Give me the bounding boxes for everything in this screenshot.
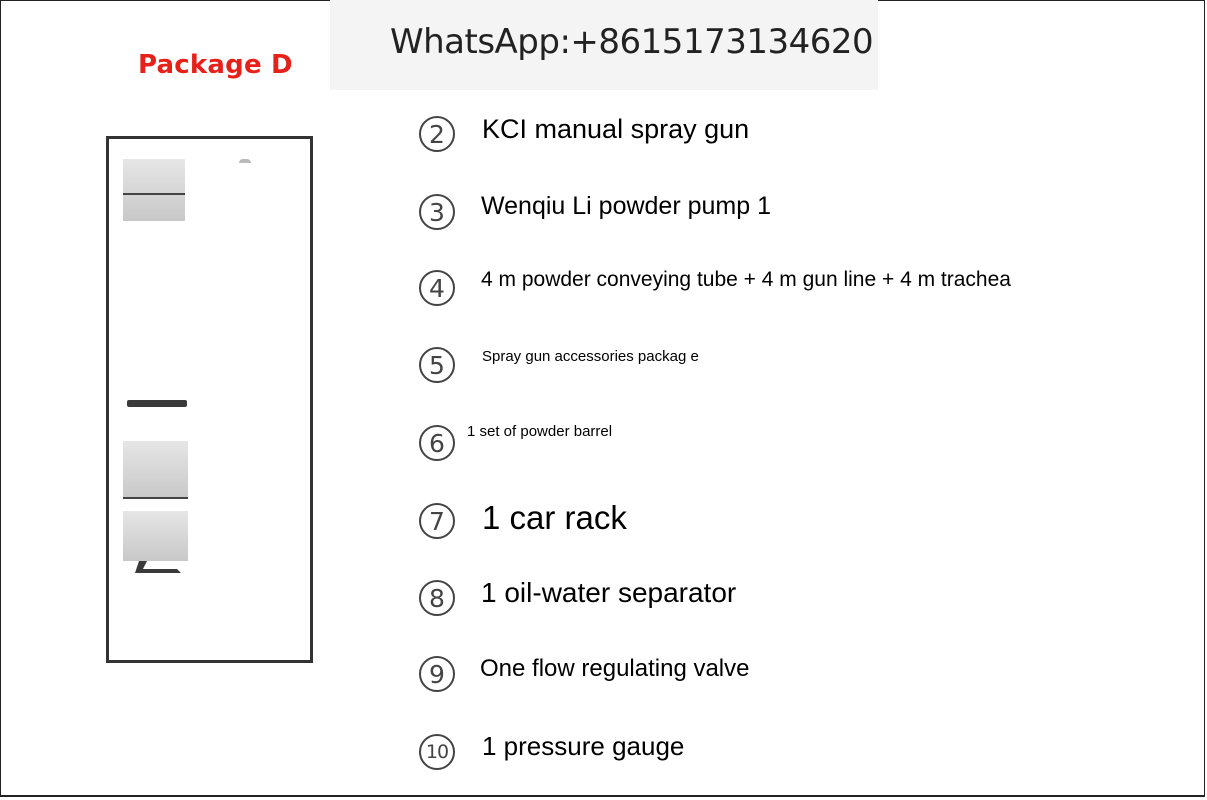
contact-banner (330, 0, 878, 90)
item-number-badge: 9 (419, 656, 455, 692)
product-thumbnail (123, 441, 188, 499)
item-label: Spray gun accessories packag e (482, 348, 699, 365)
item-label: KCI manual spray gun (482, 114, 750, 144)
item-number-badge: 8 (419, 580, 455, 616)
contact-text: WhatsApp:+8615173134620 (390, 22, 874, 62)
item-label: 1 oil-water separator (481, 577, 737, 608)
item-number-badge: 5 (419, 347, 455, 383)
item-label: 1 car rack (482, 499, 627, 536)
package-title: Package D (138, 50, 293, 80)
item-number-badge: 7 (419, 503, 455, 539)
item-label: One flow regulating valve (480, 655, 750, 682)
item-label: 4 m powder conveying tube + 4 m gun line + 4 m trachea (481, 268, 1011, 291)
item-label: 1 set of powder barrel (467, 423, 613, 440)
item-label: 1 pressure gauge (482, 731, 685, 761)
item-number-badge: 4 (419, 270, 455, 306)
item-label: Wenqiu Li powder pump 1 (481, 192, 771, 220)
item-number-badge: 10 (419, 734, 455, 770)
product-part-bar (127, 400, 187, 407)
item-number-badge: 6 (419, 425, 455, 461)
product-detail-mark (239, 159, 251, 163)
product-stand-shape (133, 557, 183, 577)
product-image-panel (106, 136, 313, 663)
item-number-badge: 3 (419, 194, 455, 230)
product-thumbnail (123, 511, 188, 561)
item-number-badge: 2 (419, 116, 455, 152)
product-thumbnail (123, 159, 185, 221)
